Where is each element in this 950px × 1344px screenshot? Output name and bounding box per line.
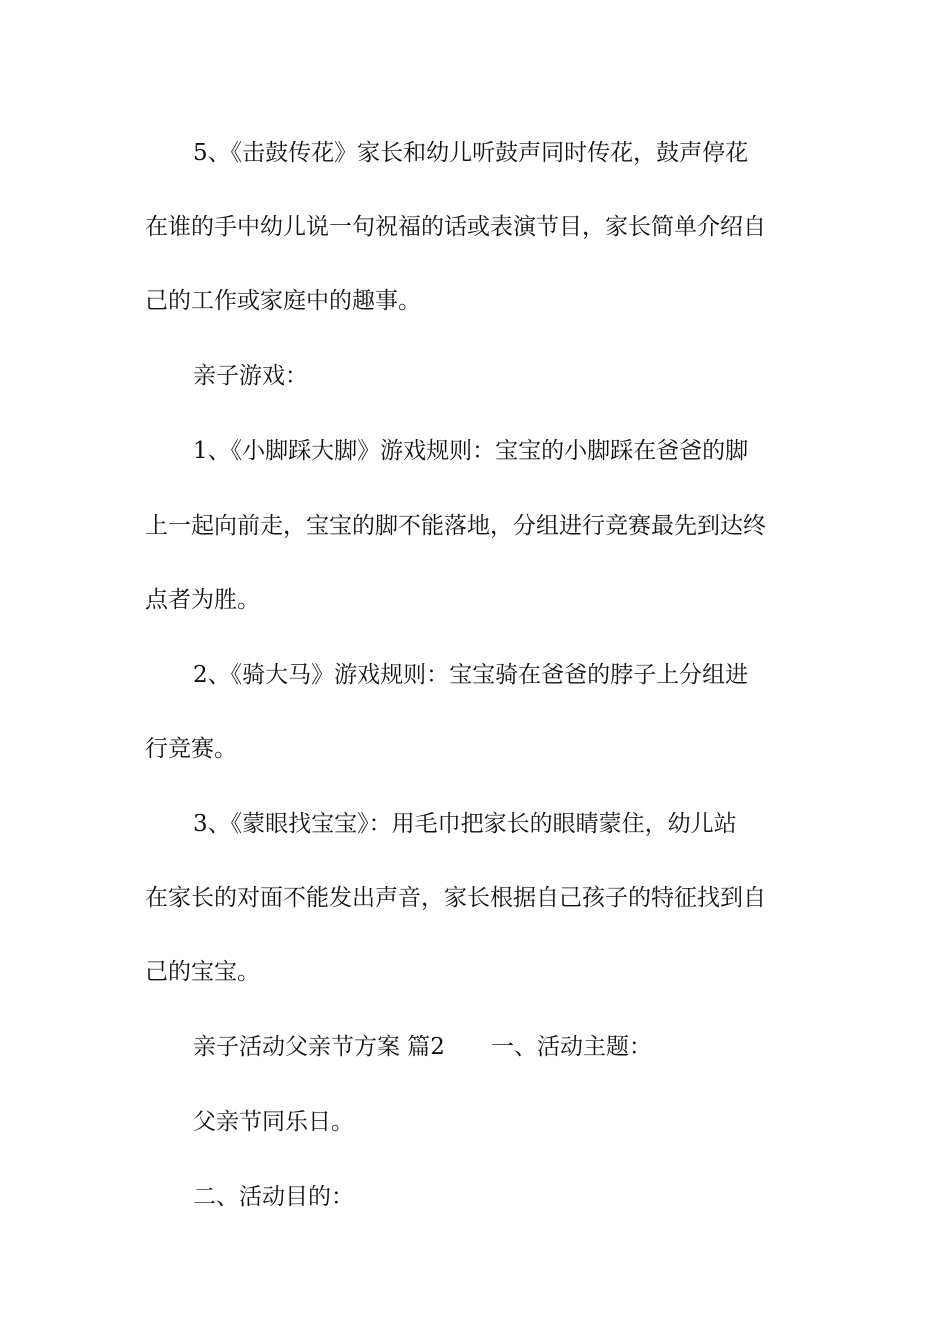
paragraph-line: 上一起向前走，宝宝的脚不能落地，分组进行竞赛最先到达终 <box>145 513 766 539</box>
section-heading: 亲子活动父亲节方案 篇2 一、活动主题： <box>193 1034 652 1060</box>
paragraph-line: 在家长的对面不能发出声音，家长根据自己孩子的特征找到自 <box>145 885 766 911</box>
paragraph-line: 父亲节同乐日。 <box>193 1109 354 1135</box>
paragraph-line: 己的工作或家庭中的趣事。 <box>145 288 421 314</box>
paragraph-line: 行竞赛。 <box>145 736 237 762</box>
paragraph-line: 2、《骑大马》游戏规则：宝宝骑在爸爸的脖子上分组进 <box>193 662 749 688</box>
paragraph-line: 5、《击鼓传花》家长和幼儿听鼓声同时传花，鼓声停花 <box>193 140 749 166</box>
paragraph-line: 1、《小脚踩大脚》游戏规则：宝宝的小脚踩在爸爸的脚 <box>193 438 749 464</box>
paragraph-line: 己的宝宝。 <box>145 959 260 985</box>
paragraph-line: 在谁的手中幼儿说一句祝福的话或表演节目，家长简单介绍自 <box>145 214 766 240</box>
paragraph-line: 3、《蒙眼找宝宝》：用毛巾把家长的眼睛蒙住，幼儿站 <box>193 811 737 837</box>
paragraph-line: 点者为胜。 <box>145 587 260 613</box>
section-heading: 亲子游戏： <box>193 363 308 389</box>
section-heading: 二、活动目的： <box>193 1184 354 1210</box>
